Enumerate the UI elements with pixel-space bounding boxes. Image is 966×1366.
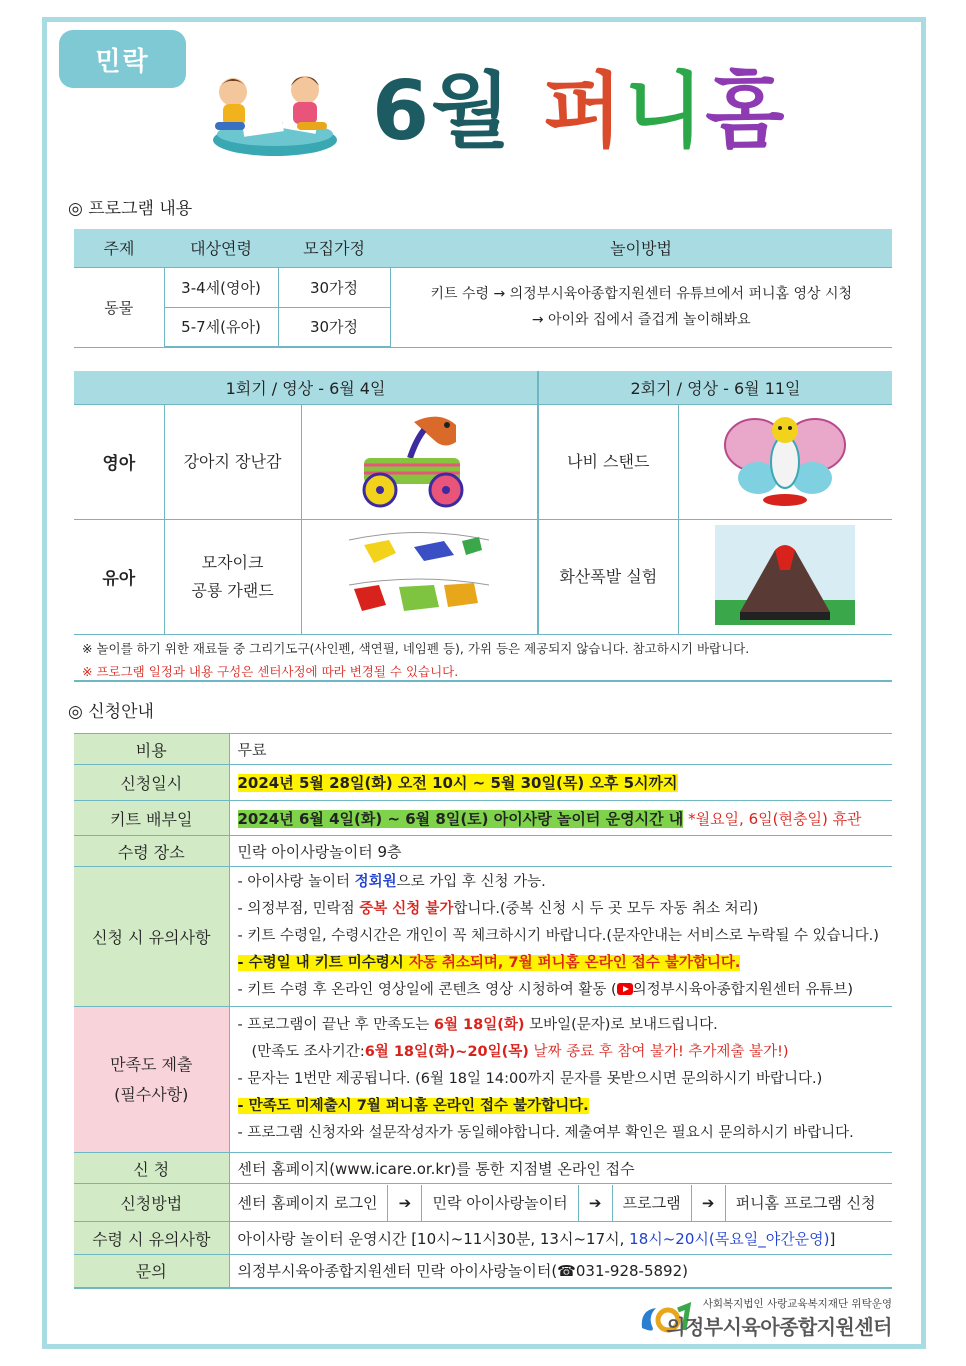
age-label: 영아 [74, 404, 164, 519]
arrow-icon: ➔ [579, 1185, 613, 1221]
item-name: 모자이크 공룡 가랜드 [164, 519, 301, 634]
caution-item: - 의정부점, 민락점 중복 신청 불가합니다.(중복 신청 시 두 곳 모두 자동 취소 처리) [237, 901, 759, 917]
register-value: 센터 홈페이지(www.icare.or.kr)를 통한 지점별 온라인 접수 [229, 1153, 892, 1184]
header-count: 모집가정 [278, 229, 390, 267]
method-cell: 키트 수령 → 의정부시육아종합지원센터 유튜브에서 퍼니홈 영상 시청 → 아이와 집에서 즐겁게 놀이해봐요 [390, 267, 892, 347]
youtube-icon [617, 983, 633, 995]
survey-item: - 프로그램이 끝난 후 만족도는 6월 18일(화) 모바일(문자)로 보내드립니다. [237, 1017, 718, 1033]
butterfly-stand-image [678, 404, 892, 519]
cost-label: 비용 [74, 734, 229, 765]
contact-value: 의정부시육아종합지원센터 민락 아이사랑놀이터(☎031-928-5892) [229, 1255, 892, 1288]
dino-garland-image [301, 519, 538, 634]
caution-item: - 키트 수령 후 온라인 영상일에 콘텐츠 영상 시청하여 활동 ( 의정부시육아종합지원센터 유튜브) [237, 982, 854, 998]
arrow-icon: ➔ [388, 1185, 422, 1221]
step-funnyhome: 퍼니홈 프로그램 신청 [735, 1193, 876, 1212]
how-steps [229, 1184, 892, 1222]
step-program: 프로그램 [613, 1185, 692, 1221]
receipt-caution-value: 아이사랑 놀이터 운영시간 [10시~11시30분, 13시~17시, 18시~20시(목요일_야간운영)] [229, 1222, 892, 1255]
item-name: 나비 스탠드 [538, 404, 678, 519]
header-topic: 주제 [74, 229, 164, 267]
survey-item: - 만족도 미제출시 7월 퍼니홈 온라인 접수 불가합니다. [237, 1098, 589, 1114]
item-name: 화산폭발 실험 [538, 519, 678, 634]
branch-badge: 민락 [59, 30, 186, 88]
topic-cell: 동물 [74, 267, 164, 347]
dog-toy-image [301, 404, 538, 519]
apply-date-value: 2024년 5월 28일(화) 오전 10시 ~ 5월 30일(목) 오후 5시까지 [229, 765, 892, 801]
item-name: 강아지 장난감 [164, 404, 301, 519]
caution-list [229, 867, 892, 1007]
header-method: 놀이방법 [390, 229, 892, 267]
volcano-image [678, 519, 892, 634]
survey-label: 만족도 제출 (필수사항) [74, 1007, 229, 1153]
caution-item: - 아이사랑 놀이터 정회원으로 가입 후 신청 가능. [237, 874, 546, 890]
page-title: 6월 퍼니홈 [372, 64, 787, 159]
caution-item: - 키트 수령일, 수령시간은 개인이 꼭 체크하시기 바랍니다.(문자안내는 서비스로 누락될 수 있습니다.) [237, 928, 879, 944]
footer-center-name: 의정부시육아종합지원센터 [666, 1315, 892, 1339]
section-heading-program: ◎ 프로그램 내용 [68, 199, 193, 219]
session-1-header: 1회기 / 영상 - 6월 4일 [74, 371, 538, 404]
section-heading-apply: ◎ 신청안내 [68, 702, 154, 722]
step-login: 센터 홈페이지 로그인 [238, 1185, 389, 1221]
survey-item: - 프로그램 신청자와 설문작성자가 동일해야합니다. 제출여부 확인은 필요시 문의하시기 바랍니다. [237, 1125, 854, 1141]
survey-item: (만족도 조사기간:6월 18일(화)~20일(목) 날짜 종료 후 참여 불가! 추가제출 불가!) [251, 1044, 789, 1060]
survey-list [229, 1007, 892, 1153]
cost-value: 무료 [229, 734, 892, 765]
session-2-header: 2회기 / 영상 - 6월 11일 [538, 371, 892, 404]
application-info-table [74, 733, 892, 1289]
footer-operator: 사회복지법인 사랑교육복지재단 위탁운영 [702, 1298, 892, 1310]
header-age: 대상연령 [164, 229, 278, 267]
apply-date-label: 신청일시 [74, 765, 229, 801]
kids-drawing-illustration [205, 62, 340, 162]
schedule-change-note: ※ 프로그램 일정과 내용 구성은 센터사정에 따라 변경될 수 있습니다. [82, 664, 459, 679]
caution-label: 신청 시 유의사항 [74, 867, 229, 1007]
contact-label: 문의 [74, 1255, 229, 1288]
survey-item: - 문자는 1번만 제공됩니다. (6월 18일 14:00까지 문자를 못받으시면 문의하시기 바랍니다.) [237, 1071, 823, 1087]
receipt-caution-label: 수령 시 유의사항 [74, 1222, 229, 1255]
session-table [74, 371, 892, 635]
program-table [74, 229, 892, 348]
kit-date-label: 키트 배부일 [74, 801, 229, 836]
pickup-place-label: 수령 장소 [74, 836, 229, 867]
count-cell: 30가정 [278, 267, 390, 307]
divider [74, 680, 892, 682]
how-label: 신청방법 [74, 1184, 229, 1222]
kit-date-value: 2024년 6월 4일(화) ~ 6월 8일(토) 아이사랑 놀이터 운영시간 내 *월요일, 6일(현충일) 휴관 [229, 801, 892, 836]
arrow-icon: ➔ [692, 1185, 726, 1221]
materials-note: ※ 놀이를 하기 위한 재료들 중 그리기도구(사인펜, 색연필, 네임펜 등), 가위 등은 제공되지 않습니다. 참고하시기 바랍니다. [82, 641, 750, 656]
age-cell: 5-7세(유아) [164, 307, 278, 347]
pickup-place-value: 민락 아이사랑놀이터 9층 [229, 836, 892, 867]
footer [666, 1296, 892, 1340]
age-label: 유아 [74, 519, 164, 634]
caution-item: - 수령일 내 키트 미수령시 자동 취소되며, 7월 퍼니홈 온라인 접수 불가합니다. [237, 955, 741, 971]
register-label: 신 청 [74, 1153, 229, 1184]
count-cell: 30가정 [278, 307, 390, 347]
age-cell: 3-4세(영아) [164, 267, 278, 307]
step-branch: 민락 아이사랑놀이터 [422, 1185, 578, 1221]
